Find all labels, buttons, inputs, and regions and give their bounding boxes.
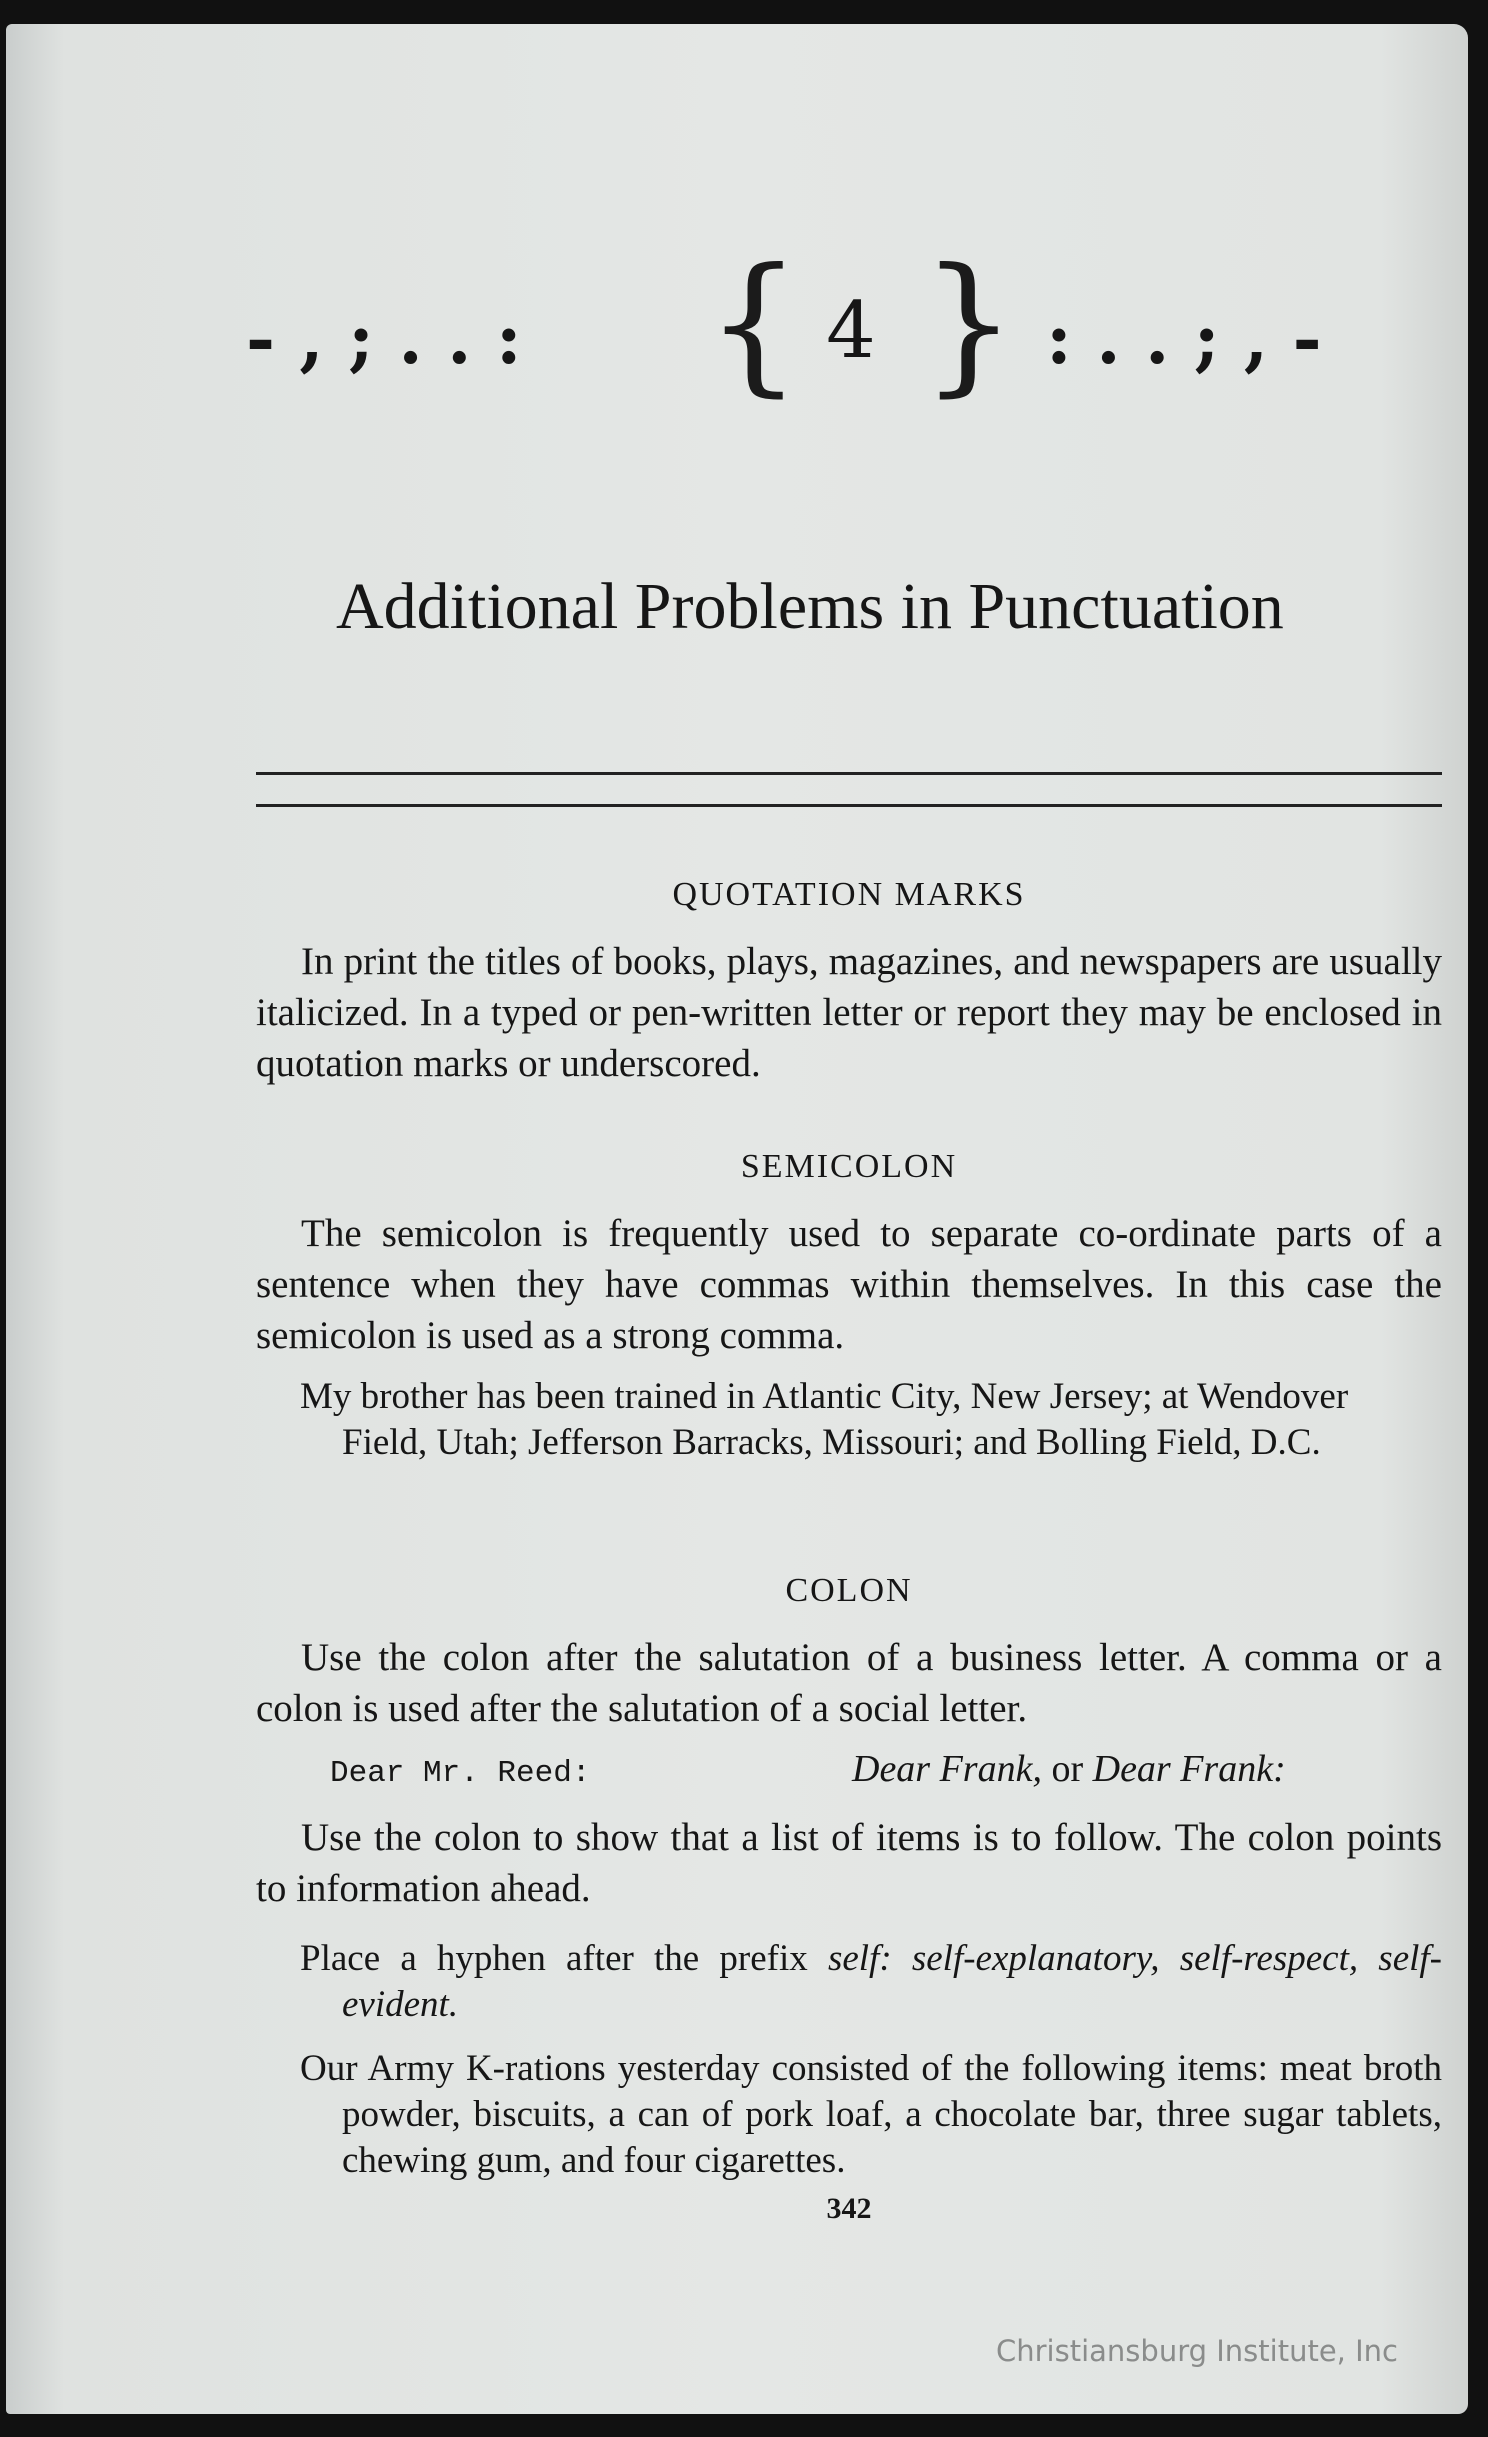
paragraph-quotation: In print the titles of books, plays, magazines, and newspapers are usually italicized. In a typed or pen-written letter or report they may be enclosed in quotation marks or underscored.: [256, 940, 1442, 1085]
left-brace-ornament: {: [706, 237, 796, 411]
title-rule-top: [256, 772, 1442, 775]
ornament-right: : . . ; , -: [1046, 297, 1322, 380]
example-colon-list: Our Army K-rations yesterday consisted of the following items: meat broth powder, biscuits, a can of pork loaf, a chocolate bar, three sugar tablets, chewing gum, and four cigarettes.: [300, 2048, 1442, 2181]
salutation-or: or: [1051, 1748, 1084, 1790]
salutation-business: Dear Mr. Reed:: [330, 1756, 591, 1791]
paragraph-colon-list: Use the colon to show that a list of items is to follow. The colon points to information ahead.: [256, 1816, 1442, 1910]
example-semicolon: My brother has been trained in Atlantic City, New Jersey; at Wendover Field, Utah; Jefferson Barracks, Missouri; and Bolling Field, D.C.: [300, 1376, 1349, 1463]
example-hyphen-prefix: self:: [827, 1938, 892, 1979]
example-hyphen-text: Place a hyphen after the prefix: [300, 1938, 808, 1979]
book-page: [6, 24, 1468, 2414]
example-hyphen-words: self-explanatory, self-respect, self-evident.: [342, 1938, 1443, 2025]
salutation-social-comma: Dear Frank,: [852, 1748, 1042, 1790]
paragraph-semicolon: The semicolon is frequently used to separate co-ordinate parts of a sentence when they have commas within themselves. In this case the semicolon is used as a strong comma.: [256, 1212, 1442, 1357]
heading-colon: COLON: [785, 1572, 913, 1609]
title-rule-bottom: [256, 804, 1442, 807]
chapter-number: 4: [826, 286, 876, 376]
salutation-social: [852, 1746, 1286, 1792]
heading-quotation-marks: QUOTATION MARKS: [672, 876, 1026, 913]
right-brace-ornament: }: [921, 237, 1011, 411]
heading-semicolon: SEMICOLON: [740, 1148, 958, 1185]
paragraph-colon-salutation: Use the colon after the salutation of a business letter. A comma or a colon is used after the salutation of a social letter.: [256, 1636, 1442, 1730]
example-colon-hyphen: [300, 1936, 1443, 2028]
page-number: 342: [826, 2192, 872, 2225]
watermark-text: Christiansburg Institute, Inc: [996, 2334, 1398, 2368]
ornament-left: - , ; . . :: [246, 297, 522, 380]
salutation-social-colon: Dear Frank:: [1092, 1748, 1286, 1790]
chapter-title: Additional Problems in Punctuation: [336, 570, 1284, 643]
